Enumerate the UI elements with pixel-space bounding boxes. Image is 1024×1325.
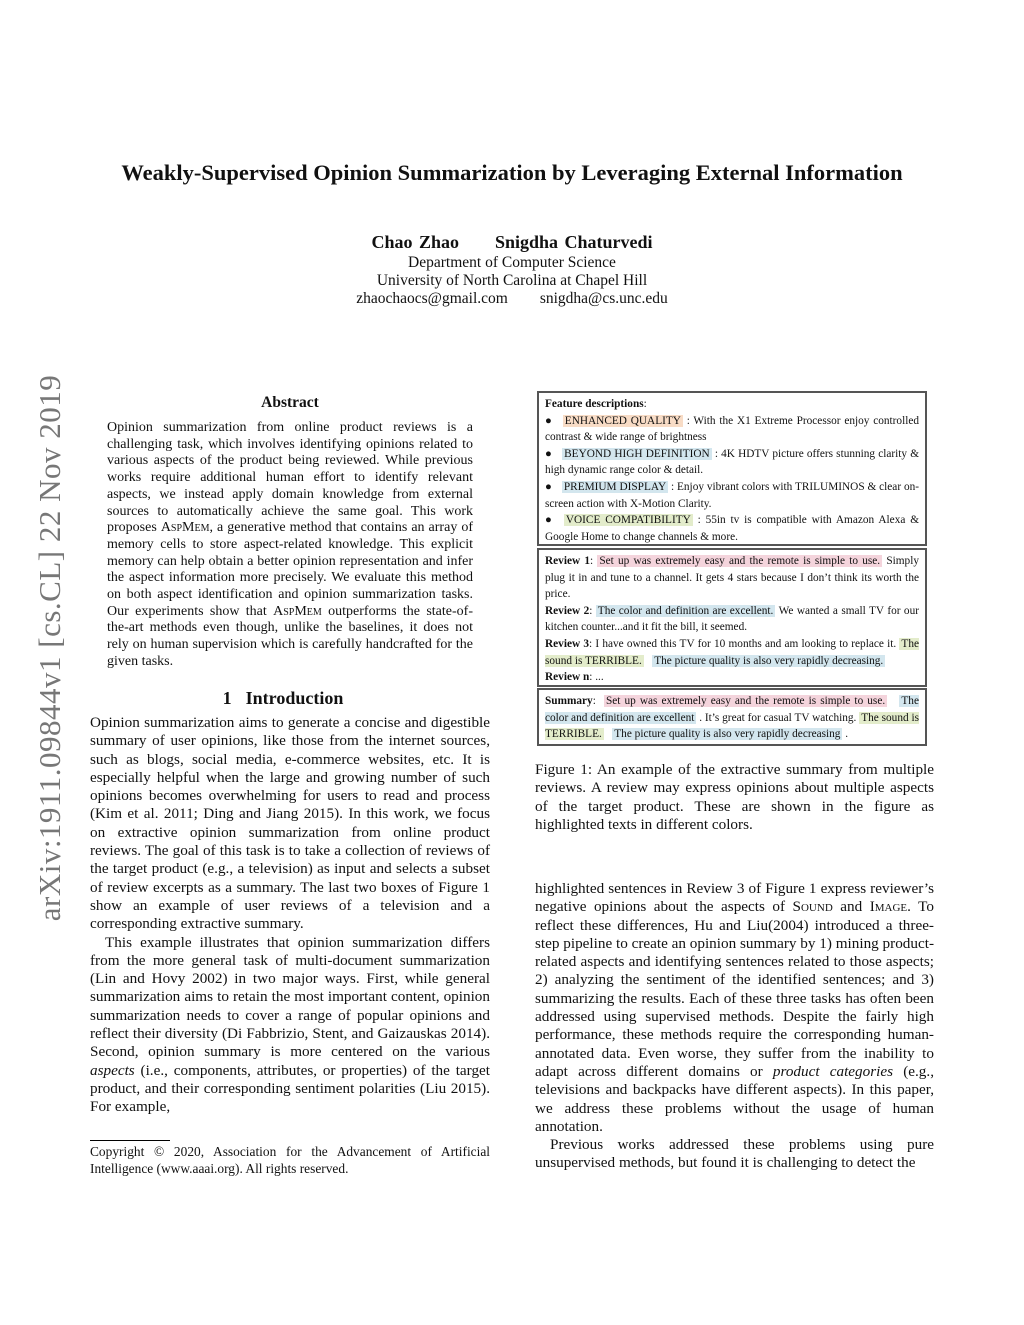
- review: Review 1: Set up was extremely easy and the remote is simple to use. Simply plug it in and tune to a channel. It gets 4 stars because I don’t think its worth the price.: [545, 555, 919, 601]
- feature-item: ● ENHANCED QUALITY : With the X1 Extreme Processor enjoy controlled contrast & wide range of brightness: [545, 414, 920, 444]
- figure-caption: Figure 1: An example of the extractive summary from multiple reviews. A review may express opinions about multiple aspects of the target product. These are shown in the figure as highlighted texts in different colors.: [535, 761, 934, 833]
- intro-body: [90, 714, 490, 1117]
- abstract-text: Opinion summarization from online product reviews is a challenging task, which involves identifying opinions related to various aspects of the product being reviewed. While previous works require additional human effort to identify relevant aspects, we instead apply domain knowledge from external sources to automatically achieve the same goal. This work proposes AspMem, a generative method that contains an array of memory cells to store aspect-related knowledge. This explicit memory can help obtain a better opinion representation and infer the aspect information more precisely. We evaluate this method on both aspect identification and opinion summarization tasks. Our experiments show that AspMem outperforms the state-of-the-art methods even though, unlike the baselines, it does not rely on human supervision which is carefully handcrafted for the given tasks.: [107, 420, 474, 669]
- paragraph: This example illustrates that opinion summarization differs from the more general task of multi-document summarization (Lin and Hovy 2002) in two major ways. First, while general summarization aims to retain the most important content, opinion summarization needs to cover a range of popular opinions and reflect their diversity (Di Fabbrizio, Stent, and Gaizauskas 2014). Second, opinion summary is more centered on the various aspects (i.e., components, attributes, or properties) of the target product, and their corresponding sentiment polarities (Liu 2015). For example,: [90, 933, 490, 1116]
- summary-box: Summary: Set up was extremely easy and the remote is simple to use. The color and definition are excellent . It’s great for casual TV watching. The sound is TERRIBLE. The picture quality is also very rapidly decreasing .: [537, 688, 927, 746]
- authors: [0, 232, 1024, 253]
- review: Review n: ...: [545, 671, 604, 684]
- footnote-rule: [90, 1140, 170, 1141]
- reviews-box: [537, 548, 927, 687]
- paragraph: highlighted sentences in Review 3 of Figure 1 express reviewer’s negative opinions about the aspects of Sound and Image. To reflect these differences, Hu and Liu(2004) introduced a three-step pipeline to create an opinion summary by 1) mining product-related aspects and identifying sentences related to those aspects; 2) analyzing the sentiment of the identified sentences; and 3) summarizing the results. Each of these three tasks has often been addressed using supervised methods. Despite the fairly high performance, these methods require the corresponding human-annotated data. Even worse, they suffer from the inability to adapt across different domains or product categories (e.g., televisions and backpacks have different aspects). In this paper, we address these problems without the usage of human annotation.: [535, 880, 934, 1135]
- review: Review 2: The color and definition are excellent. We wanted a small TV for our kitchen counter...and it fit the bill, it seemed.: [545, 604, 919, 634]
- feature-descriptions-box: Feature descriptions: ● ENHANCED QUALITY : With the X1 Extreme Processor enjoy controlled contrast & wide range of brightness ● BEYOND HIGH DEFINITION : 4K HDTV picture offers stunning clarity & high dynamic range color & detail. ● PREMIUM DISPLAY : Enjoy vibrant colors with TRILUMINOS & clear on-screen action with X-Motion Clarity. ● VOICE COMPATIBILITY : 55in tv is compatible with Amazon Alexa & Google Home to change channels & more.: [537, 391, 927, 546]
- author: Chao Zhao: [371, 232, 459, 252]
- email[interactable]: snigdha@cs.unc.edu: [539, 290, 668, 307]
- copyright-footnote: Copyright © 2020, Association for the Advancement of Artificial Intelligence (www.aaai.org). All rights reserved.: [90, 1144, 490, 1176]
- paragraph: Previous works addressed these problems using pure unsupervised methods, but found it is challenging to detect the: [535, 1136, 934, 1172]
- email[interactable]: zhaochaocs@gmail.com: [356, 290, 508, 307]
- emails: [0, 290, 1024, 308]
- author: Snigdha Chaturvedi: [494, 232, 653, 252]
- arxiv-stamp: arXiv:1911.09844v1 [cs.CL] 22 Nov 2019: [32, 374, 67, 922]
- feature-item: ● BEYOND HIGH DEFINITION : 4K HDTV picture offers stunning clarity & high dynamic range color & detail.: [545, 447, 919, 477]
- university: University of North Carolina at Chapel Hill: [376, 272, 648, 289]
- department: Department of Computer Science: [408, 254, 616, 271]
- abstract-heading: Abstract: [261, 394, 319, 411]
- paper-title: Weakly-Supervised Opinion Summarization by Leveraging External Information: [121, 160, 903, 185]
- paragraph: Opinion summarization aims to generate a concise and digestible summary of user opinions, like those from the internet sources, such as blogs, social media, e-commerce websites, etc. It is especially helpful when the large and growing number of such opinions becomes overwhelming for users to read and process (Kim et al. 2011; Ding and Jiang 2015). In this work, we focus on extractive opinion summarization from online product reviews. The goal of this task is to take a collection of reviews of the target product (e.g., a television) as input and selects a subset of review excerpts as a summary. The last two boxes of Figure 1 show an example of user reviews of a television and a corresponding extractive summary.: [90, 714, 490, 933]
- review: Review 3: I have owned this TV for 10 months and am looking to replace it. The sound is TERRIBLE. The picture quality is also very rapidly decreasing.: [545, 637, 919, 667]
- section-heading: 1 Introduction: [222, 688, 344, 708]
- feature-item: ● VOICE COMPATIBILITY : 55in tv is compatible with Amazon Alexa & Google Home to change channels & more.: [545, 514, 919, 543]
- right-column-body: [535, 880, 934, 1173]
- feature-item: ● PREMIUM DISPLAY : Enjoy vibrant colors with TRILUMINOS & clear on-screen action with X-Motion Clarity.: [545, 480, 920, 510]
